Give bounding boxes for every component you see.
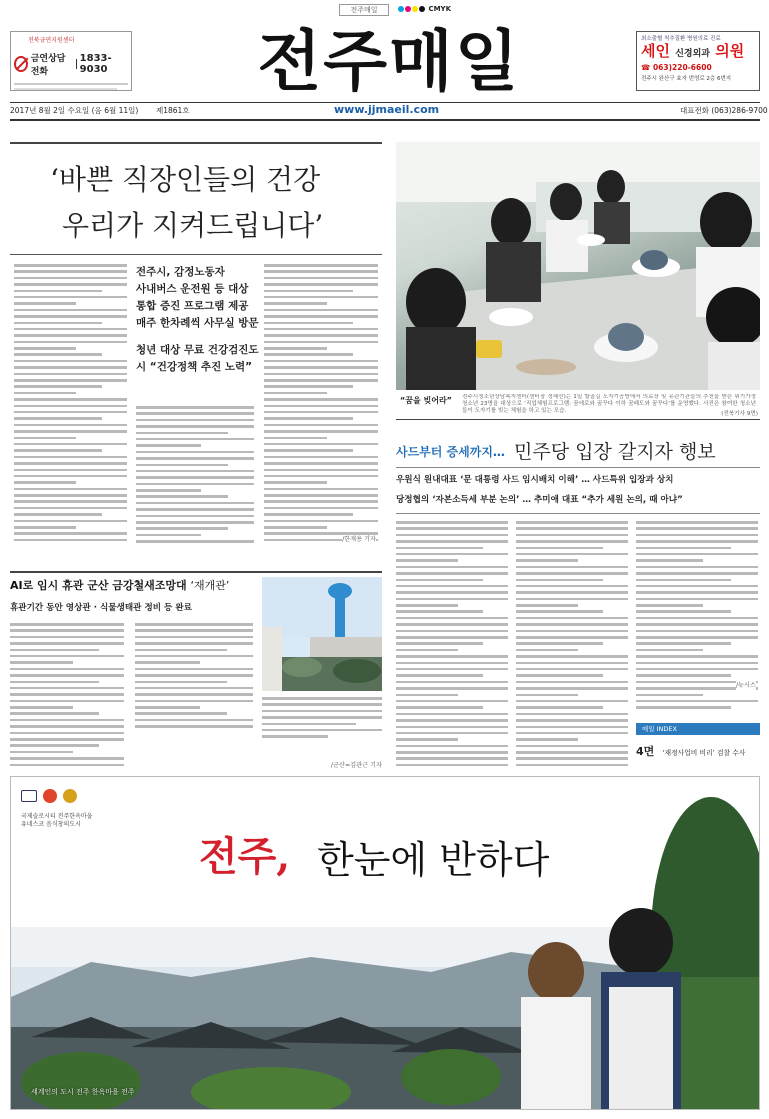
lead-subhead-4: 매주 한차례씩 사무실 방문: [136, 317, 259, 329]
lead-subhead-3: 통합 증진 프로그램 제공: [136, 300, 249, 312]
lead-subhead-5: 청년 대상 무료 건강검진도: [136, 344, 259, 356]
museum-headline: AI로 임시 휴관 군산 금강철새조망대: [10, 579, 187, 592]
photo-caption: 전주시청소년상담복지센터(센터장 정혜선)는 1일 할골길 도자기공방에서 의료장 및 유관기관들의 추천을 받은 위기가정 청소년 23명을 대상으로 ‘직업체험프로그램: 꿈에로와 꿈꾸다 이하 꿈패도와 꿈꾸다’를 운영했다. 사진은 참여한 청소년들이 도자기를 빚는 체험을 하고 있는 모습.: [462, 394, 756, 414]
museum-body-col3: [262, 697, 382, 747]
clinic-ad[interactable]: [636, 31, 760, 91]
clinic-suffix: 의원: [715, 42, 745, 60]
politics-headline: 민주당 입장 갈지자 행보: [514, 441, 716, 463]
website-link[interactable]: www.jjmaeil.com: [334, 103, 440, 116]
museum-body-col2: [135, 623, 253, 735]
museum-body-col1: [10, 623, 124, 773]
ad-org-1: 국제슬로시티 전주한옥마을: [21, 813, 93, 820]
anti-smoking-ad[interactable]: [10, 31, 132, 91]
photo-title: “꿈을 빚어라”: [400, 396, 452, 405]
clinic-name: 세인: [641, 42, 670, 60]
ad-slogan-red: 전주,: [199, 833, 291, 880]
ad-photo-caption: 세계인의 도시 전주 한옥마을 전주: [31, 1088, 135, 1096]
museum-subhead: 휴관기간 동안 영상관 · 식물생태관 정비 등 완료: [10, 603, 192, 613]
clinic-phone: ☎ 063)220-6600: [641, 63, 712, 72]
politics-article: [396, 433, 760, 773]
clinic-tagline: 최소출혈 척추질환 병원의료 진료: [641, 36, 721, 42]
dateline-date: 2017년 8월 2일 수요일 (음 6월 11일): [10, 106, 139, 115]
politics-body-col2: [516, 521, 628, 771]
lead-article: [10, 142, 382, 562]
museum-headline-b: ‘재개관’: [190, 579, 230, 592]
clinic-address: 전주시 완산구 효자 번영로 2층 6번지: [641, 76, 732, 82]
bird-observatory-photo: [262, 577, 382, 691]
pottery-class-photo: [396, 142, 760, 390]
index-label: 매일 INDEX: [636, 723, 760, 735]
lead-subhead-2: 사내버스 운전원 등 대상: [136, 283, 249, 295]
ad-org: 전북금연지원센터: [28, 37, 75, 44]
photo-credit: (전북기사 9면): [721, 411, 758, 417]
observatory-graphic: [262, 577, 382, 691]
jeonju-tourism-ad[interactable]: [10, 776, 760, 1110]
clinic-dept: 신경외과: [675, 49, 710, 59]
lead-headline-1: ‘바쁜 직장인들의 건강: [50, 163, 321, 196]
ad-title: 금연상담전화: [30, 54, 66, 77]
print-registration-box: 전주매일: [339, 4, 389, 16]
issue-number: 제1861호: [156, 106, 190, 115]
index-text[interactable]: ‘재정사업비 비리’ 검찰 수사: [662, 749, 746, 757]
lead-headline-2: 우리가 지켜드립니다’: [62, 209, 324, 242]
pottery-scene-graphic: [396, 142, 760, 390]
politics-byline: /뉴시스: [735, 682, 756, 689]
photo-caption-block: [396, 392, 760, 420]
lead-subhead-6: 시 “건강정책 추진 노력”: [136, 361, 253, 373]
ad-phone: 1833-9030: [79, 53, 112, 75]
lead-byline: /한재용 기자: [342, 536, 376, 543]
museum-byline: /군산=김관근 기자: [330, 762, 382, 769]
politics-body-col1: [396, 521, 508, 771]
no-smoking-icon: [14, 56, 28, 72]
index-page[interactable]: 4면: [636, 745, 655, 758]
ad-slogan-black: 한눈에 반하다: [317, 838, 550, 882]
politics-subhead-1: 우원식 원내대표 ‘문 대통령 사드 임시배치 이해’ … 사드특위 입장과 상치: [396, 475, 674, 485]
politics-kicker: 사드부터 증세까지…: [396, 445, 505, 459]
masthead-title: 전주매일: [257, 23, 521, 100]
ad-org-2: 유네스코 음식창의도시: [21, 821, 81, 828]
lead-body-col3: [264, 264, 378, 549]
lead-body-col2: [136, 406, 254, 549]
museum-article: [10, 571, 382, 773]
politics-subhead-2: 당정협의 ‘자본소득세 부분 논의’ … 추미애 대표 “추가 세원 논의, 때 아냐”: [396, 495, 683, 505]
cmyk-mark: CMYK: [398, 5, 451, 13]
lead-subhead-1: 전주시, 감정노동자: [136, 266, 225, 278]
lead-body-col1: [14, 264, 127, 549]
hanok-village-panorama: [11, 777, 760, 1110]
phone-number: 대표전화 (063)286-9700: [680, 106, 768, 115]
